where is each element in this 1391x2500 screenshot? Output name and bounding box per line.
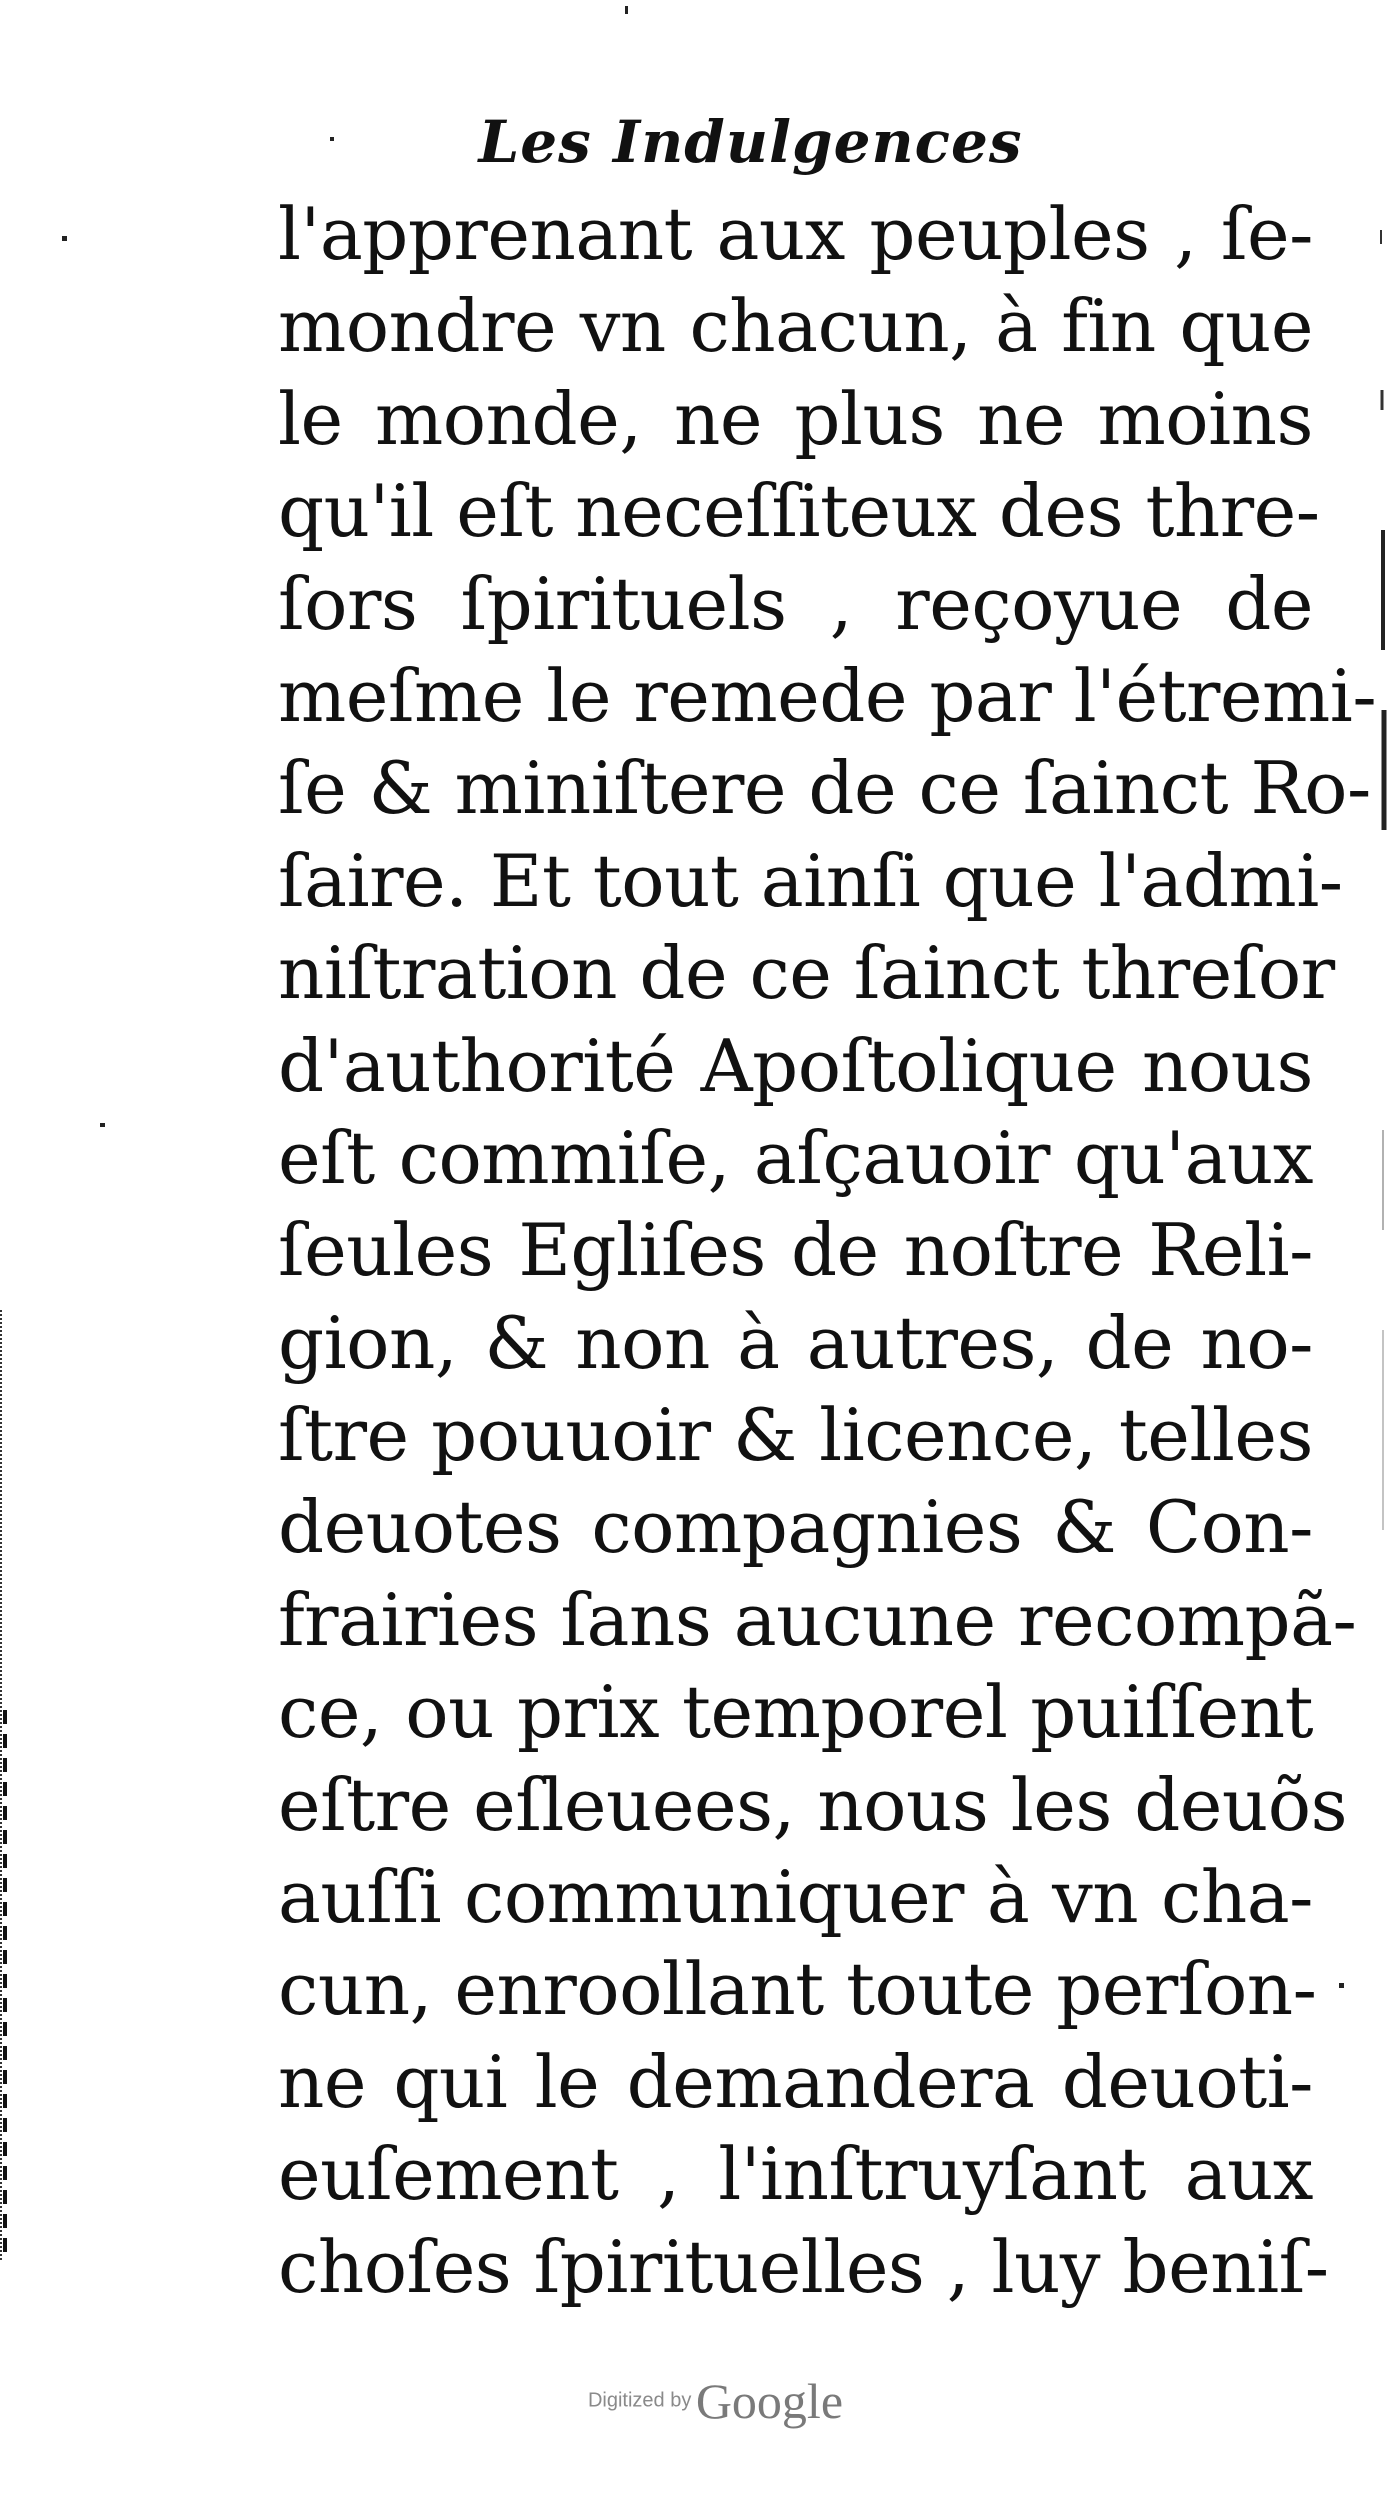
- text-line: eſt commiſe, aſçauoir qu'aux: [278, 1115, 1313, 1200]
- text-line: ſeules Egliſes de noſtre Reli-: [278, 1208, 1313, 1293]
- text-line: deuotes compagnies & Con-: [278, 1485, 1313, 1570]
- scan-speck: [1339, 1983, 1344, 1988]
- text-line: cun, enroollant toute perſon-: [278, 1947, 1317, 2032]
- text-line: qu'il eſt neceſſiteux des thre-: [278, 469, 1320, 554]
- text-line: ſaire. Et tout ainſi que l'admi-: [278, 838, 1343, 923]
- text-line: choſes ſpirituelles , luy beniſ-: [278, 2224, 1329, 2309]
- text-line: ne qui le demandera deuoti-: [278, 2039, 1313, 2124]
- scan-speck: [330, 137, 334, 141]
- scan-speck: [62, 236, 67, 241]
- page-edge-right: [1371, 230, 1391, 2070]
- digitization-watermark: [0, 2372, 1391, 2430]
- scan-speck: [625, 6, 628, 14]
- text-line: ſe & miniſtere de ce ſainct Ro-: [278, 746, 1371, 831]
- text-line: le monde, ne plus ne moins: [278, 376, 1313, 461]
- text-line: gion, & non à autres, de no-: [278, 1300, 1313, 1385]
- text-line: euſement , l'inſtruyſant aux: [278, 2132, 1313, 2217]
- google-logo: Google: [695, 2373, 844, 2429]
- text-line: niſtration de ce ſainct threſor: [278, 931, 1335, 1016]
- text-line: d'authorité Apoſtolique nous: [278, 1023, 1313, 1108]
- text-line: ſtre pouuoir & licence, telles: [278, 1393, 1313, 1478]
- text-line: ſors ſpirituels , reçoyue de: [278, 561, 1313, 646]
- scan-speck: [100, 1123, 105, 1127]
- text-line: ce, ou prix temporel puiſſent: [278, 1670, 1313, 1755]
- text-line: eſtre eſleuees, nous les deuõs: [278, 1762, 1348, 1847]
- text-line: l'apprenant aux peuples , ſe-: [278, 192, 1313, 276]
- text-line: mondre vn chacun, à fin que: [278, 284, 1313, 369]
- body-text: [278, 188, 1377, 2313]
- page-edge-left: [0, 1310, 12, 2260]
- text-line: meſme le remede par l'étremi-: [278, 653, 1377, 738]
- text-line: auſſi communiquer à vn cha-: [278, 1855, 1313, 1940]
- digitized-by-label: Digitized by: [587, 2389, 692, 2412]
- text-line: frairies ſans aucune recompã-: [278, 1577, 1357, 1662]
- running-head: Les Indulgences: [478, 108, 1023, 176]
